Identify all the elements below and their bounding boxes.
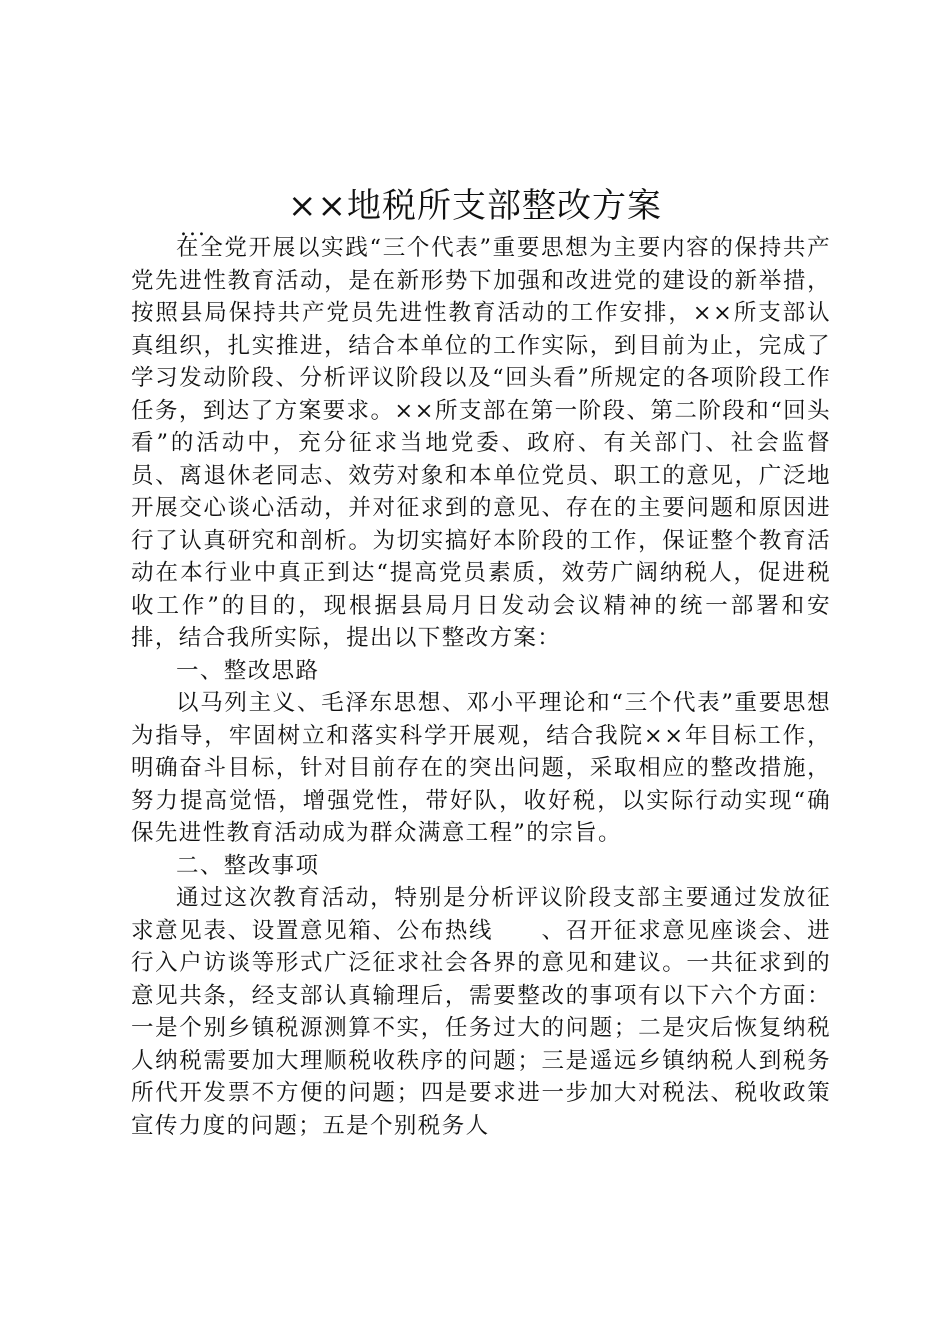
document-title: ××地税所支部整改方案 — [288, 186, 662, 226]
section-2-paragraph: 通过这次教育活动，特别是分析评议阶段支部主要通过发放征求意见表、设置意见箱、公布热线 、召开征求意见座谈会、进行入户访谈等形式广泛征求社会各界的意见和建议。一共征求到的意见共条，经支部认真输理后，需要整改的事项有以下六个方面：一是个别乡镇税源测算不实，任务过大的问题；二是灾后恢复纳税人纳税需要加大理顺税收秩序的问题；三是遥远乡镇纳税人到税务所代开发票不方便的问题；四是要求进一步加大对税法、税收政策宣传力度的问题；五是个别税务人 — [131, 885, 831, 1139]
section-heading-2: 二、整改事项 — [176, 852, 320, 879]
ellipsis-marker: ... — [180, 216, 207, 241]
section-1-paragraph: 以马列主义、毛泽东思想、邓小平理论和“三个代表”重要思想为指导，牢固树立和落实科学开展观，结合我院××年目标工作，明确奋斗目标，针对目前存在的突出问题，采取相应的整改措施，努力提高觉悟，增强党性，带好队，收好税，以实际行动实现“确保先进性教育活动成为群众满意工程”的宗旨。 — [131, 690, 831, 846]
intro-paragraph: 在全党开展以实践“三个代表”重要思想为主要内容的保持共产党先进性教育活动，是在新形势下加强和改进党的建设的新举措，按照县局保持共产党员先进性教育活动的工作安排，××所支部认真组织，扎实推进，结合本单位的工作实际，到目前为止，完成了学习发动阶段、分析评议阶段以及“回头看”所规定的各项阶段工作任务，到达了方案要求。××所支部在第一阶段、第二阶段和“回头看”的活动中，充分征求当地党委、政府、有关部门、社会监督员、离退休老同志、效劳对象和本单位党员、职工的意见，广泛地开展交心谈心活动，并对征求到的意见、存在的主要问题和原因进行了认真研究和剖析。为切实搞好本阶段的工作，保证整个教育活动在本行业中真正到达“提高党员素质，效劳广阔纳税人，促进税收工作”的目的，现根据县局月日发动会议精神的统一部署和安排，结合我所实际，提出以下整改方案： — [131, 235, 831, 651]
section-heading-1: 一、整改思路 — [176, 657, 320, 684]
document-body — [131, 232, 831, 1142]
